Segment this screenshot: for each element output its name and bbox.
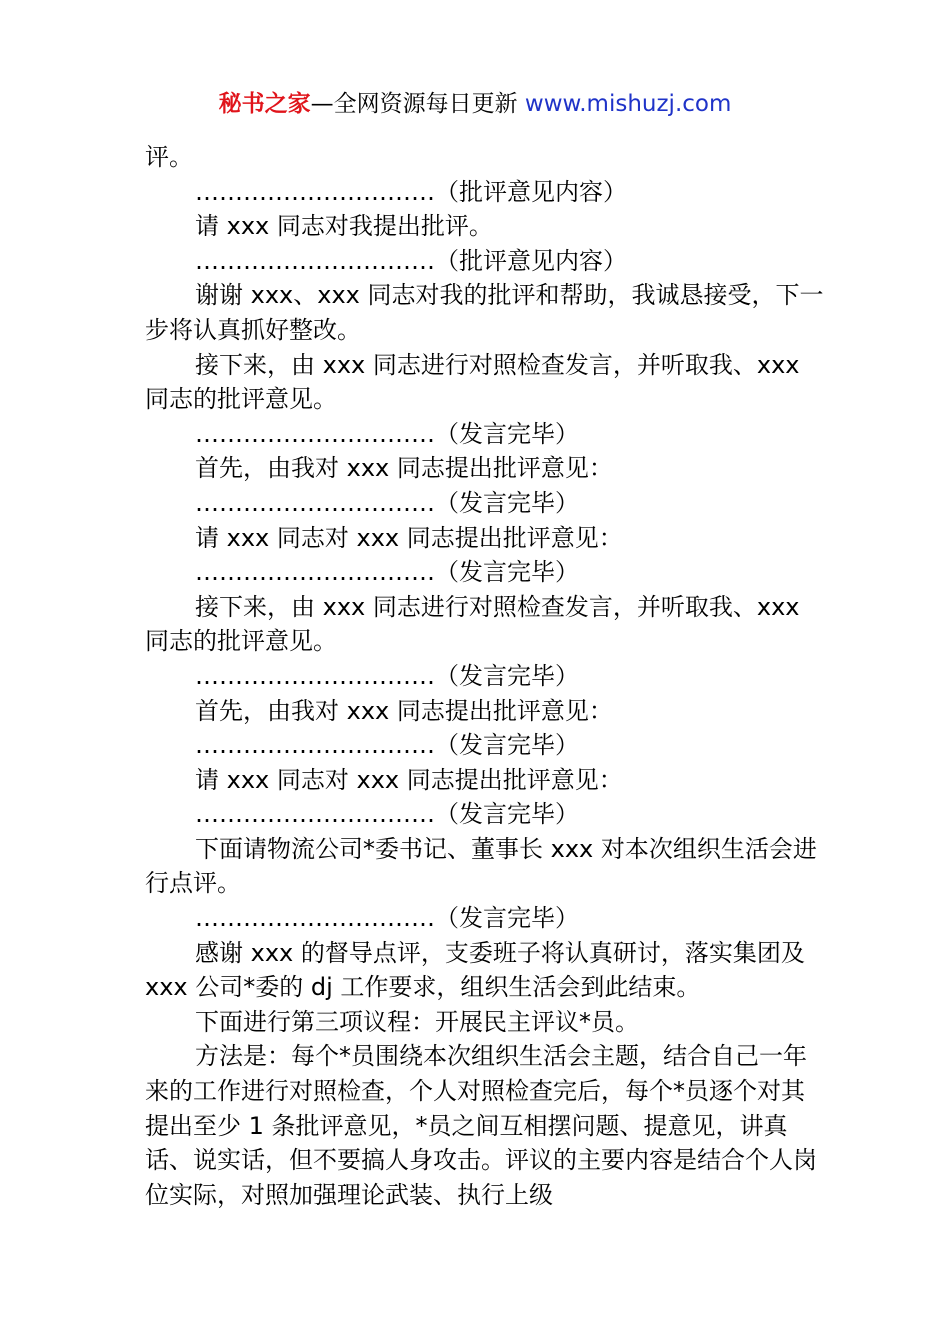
paragraph: 首先，由我对 xxx 同志提出批评意见： bbox=[195, 696, 613, 725]
paragraph: …………………………（发言完毕） bbox=[195, 731, 579, 760]
paragraph: 方法是：每个*员围绕本次组织生活会主题，结合自己一年来的工作进行对照检查，个人对照检查完后，每个*员逐个对其提出至少 1 条批评意见，*员之间互相摆问题、提意见，讲真话、说实话，但不要搞人身攻击。评议的主要内容是结合个人岗位实际，对照加强理论武装、执行上级 bbox=[145, 1042, 817, 1209]
paragraph: 请 xxx 同志对我提出批评。 bbox=[195, 212, 493, 241]
paragraph: …………………………（发言完毕） bbox=[195, 904, 579, 933]
document-header bbox=[0, 88, 950, 120]
paragraph: …………………………（发言完毕） bbox=[195, 488, 579, 517]
paragraph: 谢谢 xxx、xxx 同志对我的批评和帮助，我诚恳接受，下一步将认真抓好整改。 bbox=[145, 281, 824, 344]
paragraph: 请 xxx 同志对 xxx 同志提出批评意见： bbox=[195, 765, 623, 794]
paragraph: 下面请物流公司*委书记、董事长 xxx 对本次组织生活会进行点评。 bbox=[145, 834, 817, 898]
document-body bbox=[145, 140, 825, 1212]
paragraph: …………………………（批评意见内容） bbox=[195, 246, 627, 275]
paragraph: 首先，由我对 xxx 同志提出批评意见： bbox=[195, 454, 613, 483]
paragraph: 接下来，由 xxx 同志进行对照检查发言，并听取我、xxx 同志的批评意见。 bbox=[145, 592, 800, 656]
paragraph: …………………………（发言完毕） bbox=[195, 800, 579, 829]
paragraph: 下面进行第三项议程：开展民主评议*员。 bbox=[195, 1007, 639, 1036]
paragraph: …………………………（发言完毕） bbox=[195, 558, 579, 587]
paragraph: 感谢 xxx 的督导点评，支委班子将认真研讨，落实集团及 xxx 公司*委的 dj 工作要求，组织生活会到此结束。 bbox=[145, 938, 805, 1002]
paragraph: 接下来，由 xxx 同志进行对照检查发言，并听取我、xxx 同志的批评意见。 bbox=[145, 350, 800, 414]
paragraph: …………………………（发言完毕） bbox=[195, 419, 579, 448]
paragraph: …………………………（发言完毕） bbox=[195, 661, 579, 690]
paragraph: …………………………（批评意见内容） bbox=[195, 177, 627, 206]
header-url-link[interactable]: www.mishuzj.com bbox=[524, 91, 732, 117]
header-tagline: —全网资源每日更新 bbox=[310, 91, 525, 117]
paragraph: 请 xxx 同志对 xxx 同志提出批评意见： bbox=[195, 523, 623, 552]
header-brand: 秘书之家 bbox=[218, 91, 311, 117]
paragraph: 评。 bbox=[145, 143, 193, 171]
